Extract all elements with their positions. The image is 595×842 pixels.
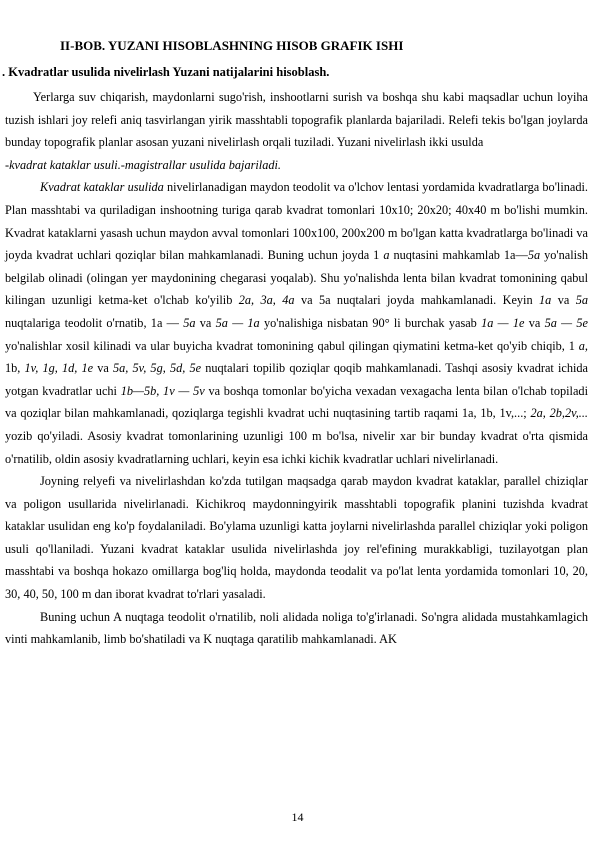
text-span: va — [551, 293, 576, 308]
text-span: va — [524, 315, 545, 330]
text-span: 1a — [539, 293, 552, 308]
paragraph-procedure: Buning uchun A nuqtaga teodolit o'rnatilib, noli alidada noliga to'g'irlanadi. So'ngra alidada mustahkamlagich vinti mahkamlanib, limb bo'shatiladi va K nuqtaga qaratilib mahkamlanadi. AK — [5, 609, 588, 647]
text-span: yo'nalishlar xosil kilinadi va ular buyicha kvadrat tomonining qabul qilingan qiymatini ketma-ket qo'yib chiqib, 1 — [5, 338, 579, 353]
text-span: 1b—5b, 1v — 5v — [120, 383, 205, 398]
text-span: 5a — [575, 293, 588, 308]
text-span: nivelirlanadigan maydon teodolit va o'lchov lentasi yordamida kvadratlarga bo'linadi. Plan masshtabi va quriladigan inshootning turiga qarab kvadrat tomonlari 10x10; 20x20; 40x40 m bo'lishi mumkin. Kvadrat kataklarni yasash uchun maydon avval tomonlari 100x100, 200x200 m bo'lgan katta kvadratlarga bo'linadi va joyda kvadrat uchlari qoziqlar bilan mahkamlanadi. Buning uchun joyda 1 — [5, 180, 588, 263]
paragraph-relief-methods: Joyning relyefi va nivelirlashdan ko'zda tutilgan maqsadga qarab maydon kvadrat kataklar, parallel chiziqlar va poligon usullarida nivelirlanadi. Kichikroq maydonningyirik masshtabli topografik planini tuzishda kvadrat kataklar usulidan eng ko'p foydalaniladi. Bo'ylama uzunligi katta joylarni nivelirlashda parallel chiziqlar yoki poligon usuli qo'llaniladi. Yuzani kvadrat kataklar usulida nivelirlashda joy rel'efining murakkabligi, tuzilayotgan plan masshtabi va boshqa hokazo omillarga bog'liq holda, maydonda teodalit va po'lat lenta yordamida tomonlari 10, 20, 30, 40, 50, 100 m dan iborat kvadrat to'rlari yasaladi. — [5, 474, 588, 602]
text-span: va — [195, 315, 216, 330]
paragraph-methods: -kvadrat kataklar usuli.-magistrallar usulida bajariladi. — [5, 157, 281, 172]
chapter-title: II-BOB. YUZANI HISOBLASHNING HISOB GRAFIK ISHI — [60, 38, 404, 53]
text-span: va 5a nuqtalari joyda mahkamlanadi. Keyin — [294, 293, 540, 308]
text-span: yo'nalish belgilab olinadi (olingan yer maydonining chegarasi yoqalab). Shu yo'nalishda lenta bilan kvadrat tomonining qabul kilingan uzunligi ketma-ket o'lchab ko'yilib — [5, 248, 589, 308]
text-span: a — [383, 248, 390, 263]
body-text — [5, 86, 588, 651]
text-span: 5a — [527, 248, 541, 263]
paragraph-intro: Yerlarga suv chiqarish, maydonlarni sugo'rish, inshootlarni surish va boshqa shu kabi maqsadlar uchun loyiha tuzish ishlari joy relefi aniq tasvirlangan yirik masshtabli topografik planlarda bajariladi. Relefi tekis bo'lgan joylarda bunday topografik planlar asosan yuzani nivelirlash orqali tuziladi. Yuzani nivelirlash ikki usulda — [5, 90, 588, 150]
text-span: nuqtalari topilib qoziqlar qoqib mahkamlanadi. Tashqi asosiy kvadrat ichida yotgan kvadratlar uchi — [5, 361, 589, 398]
text-span: yozib qo'yiladi. Asosiy kvadrat tomonlarining uzunligi 100 m bo'lsa, nivelir xar bir bunday kvadrat o'rta qismida o'rnatilib, oldin asosiy kvadratlarning uchlari, keyin esa ichki kichik kvadratlar uchlari nivelirlanadi. — [5, 428, 588, 466]
text-span: yo'nalishiga nisbatan 90° li burchak yasab — [259, 315, 482, 330]
text-span: 1b, — [5, 361, 25, 376]
text-span: 5a — 1a — [215, 315, 260, 330]
text-span: 5a — [183, 315, 196, 330]
page-number: 14 — [291, 810, 304, 824]
text-span: 1v, 1g, 1d, 1e — [24, 361, 94, 376]
section-title: . Kvadratlar usulida nivelirlash Yuzani natijalarini hisoblash. — [2, 65, 330, 79]
paragraph-square-grid-method — [5, 176, 588, 470]
text-span: 5a, 5v, 5g, 5d, 5e — [113, 361, 202, 376]
text-span: nuqtalariga teodolit o'rnatib, 1a — — [5, 315, 184, 330]
text-span: 2a, 3a, 4a — [238, 293, 295, 308]
text-span: 2a, 2b,2v,... — [530, 406, 588, 421]
text-span: a, — [578, 338, 588, 353]
text-span: 1a — 1e — [481, 315, 525, 330]
text-span: va boshqa tomonlar bo'yicha vexadan vexagacha lenta bilan o'lchab topiladi va qoziqlar bilan mahkamlanadi, qoziqlarga tegishli kvadrat uchi nuqtasining tartib raqami 1a, 1b, 1v,...; — [5, 383, 588, 421]
text-span: nuqtasini mahkamlab 1a— — [389, 248, 528, 263]
text-span: Kvadrat kataklar usulida — [40, 180, 164, 195]
text-span: 5a — 5e — [544, 315, 588, 330]
text-span: va — [93, 361, 113, 376]
